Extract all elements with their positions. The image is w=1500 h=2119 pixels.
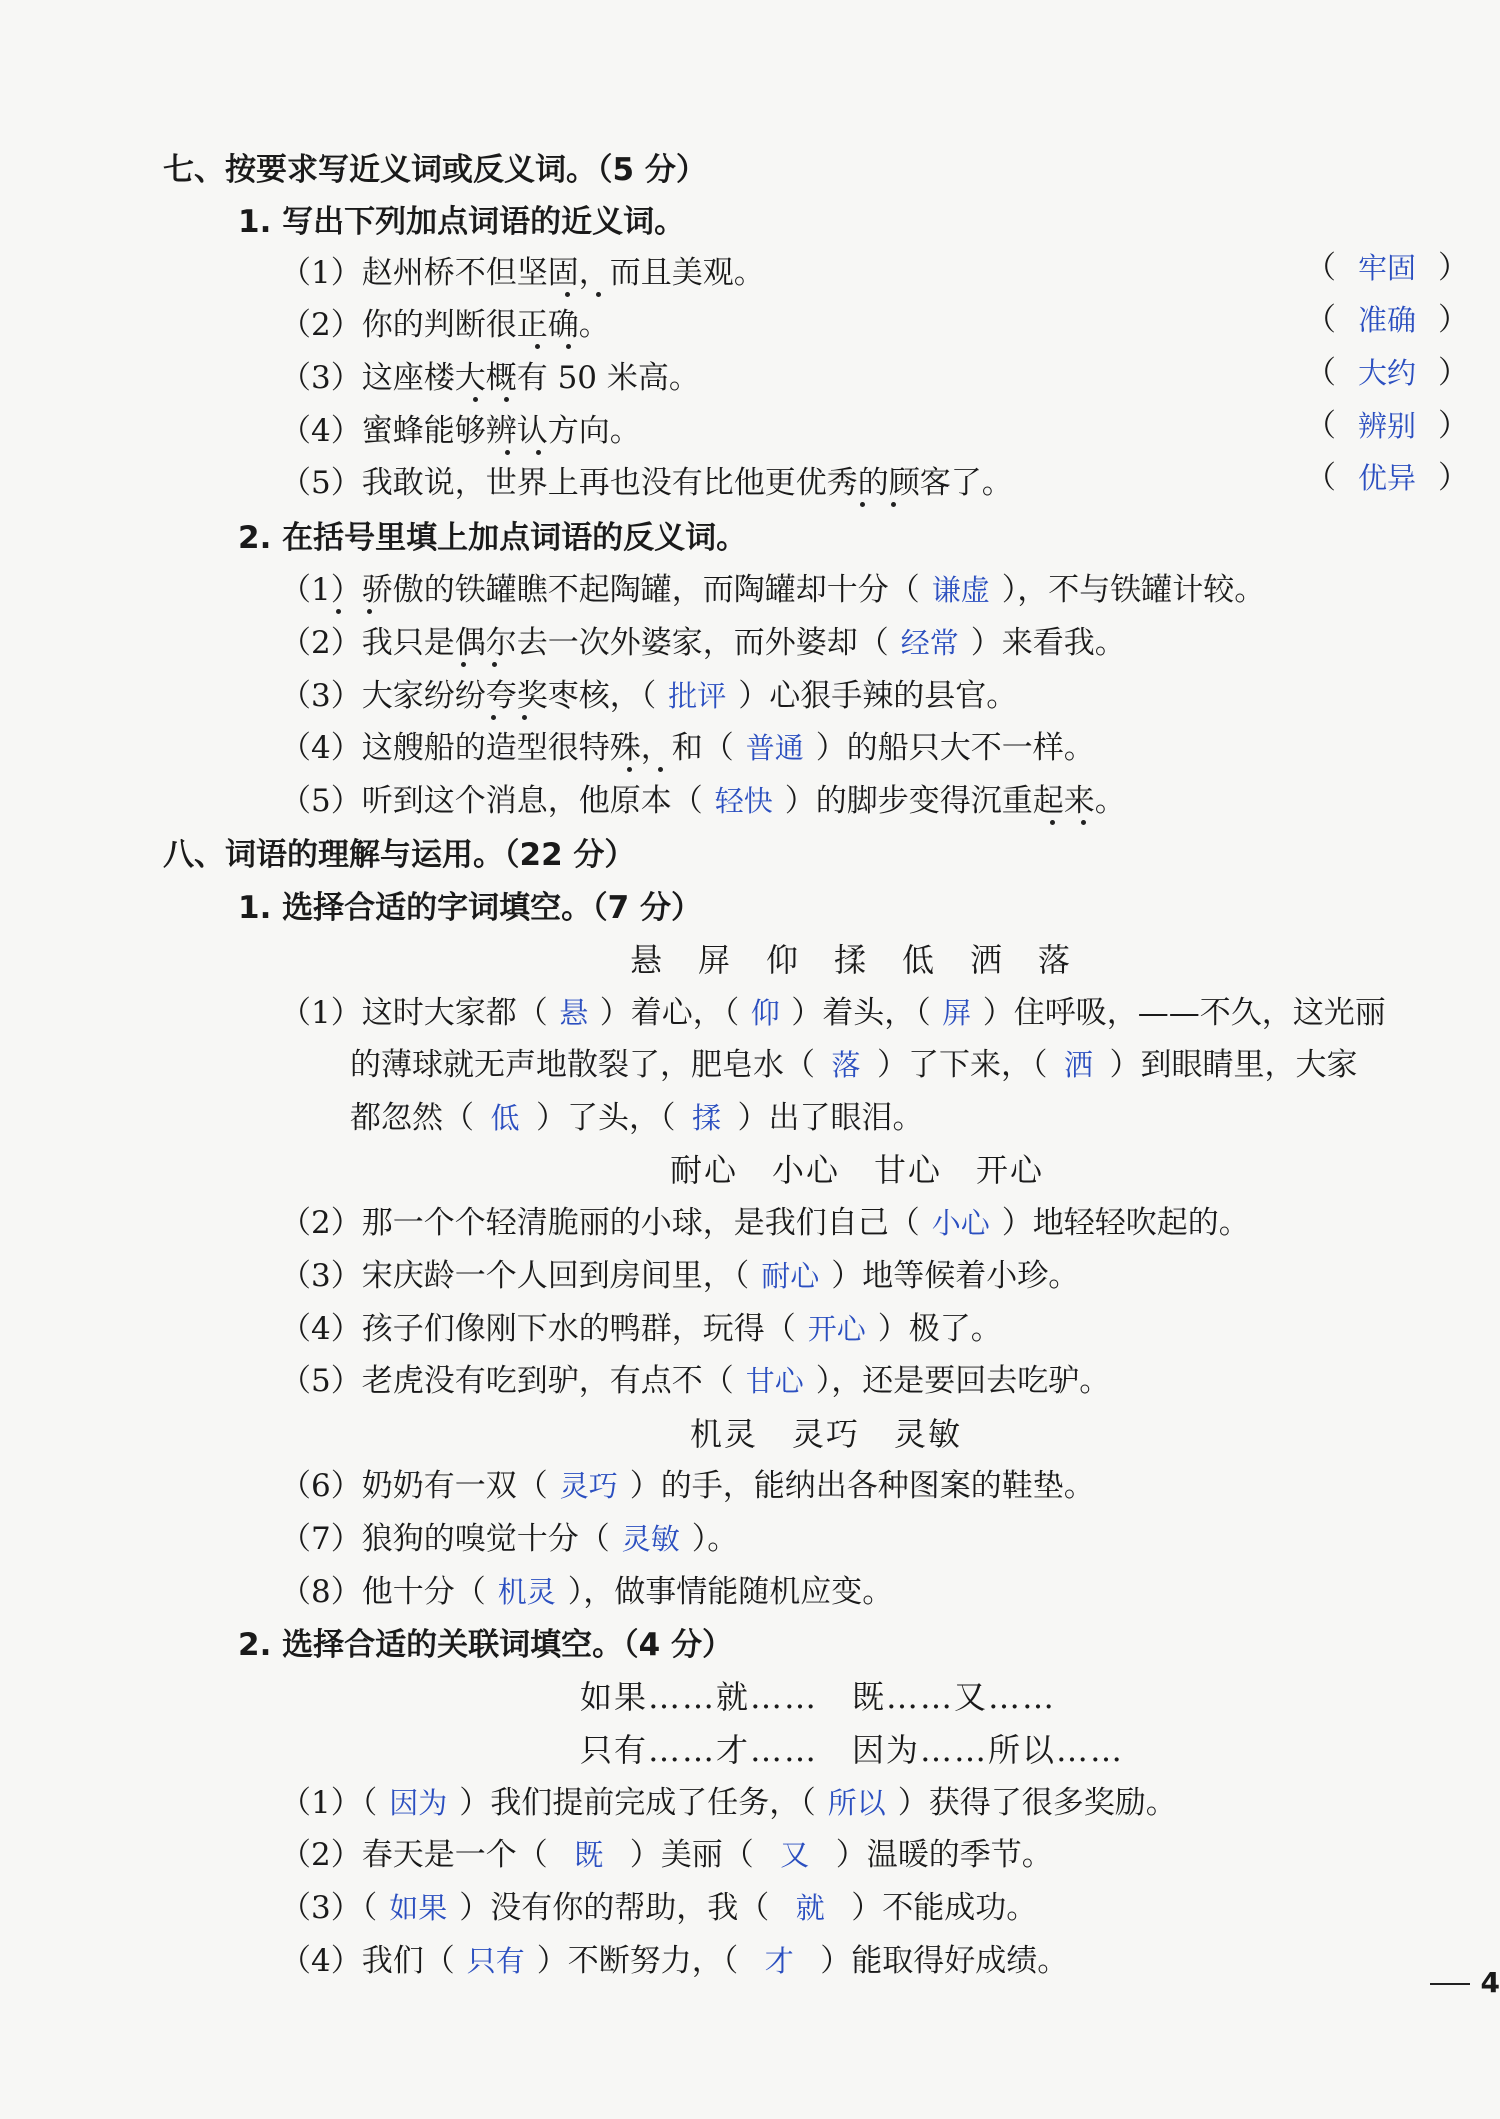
text: ）没有你的帮助，我（ — [459, 1890, 770, 1926]
text: （5）老虎没有吃到驴，有点不（ — [280, 1363, 734, 1399]
emphasis-dot — [1081, 820, 1086, 825]
s8-q2-item-2 — [280, 1835, 1053, 1875]
answer: 灵巧 — [559, 1469, 618, 1503]
emphasis-dot — [473, 397, 478, 402]
answer: 机灵 — [497, 1575, 556, 1609]
s7-q1-title: 1. 写出下列加点词语的近义词。 — [238, 204, 686, 240]
emphasis-dot — [860, 502, 865, 507]
s8-q1-item-3 — [280, 1256, 1079, 1296]
answer: 大约 — [1357, 356, 1416, 390]
text: ）美丽（ — [629, 1837, 754, 1873]
text: （8）他十分（ — [280, 1574, 486, 1610]
s7-q1-item-1: （1）赵州桥不但坚固，而且美观。 — [280, 255, 765, 291]
answer: 所以 — [827, 1786, 886, 1820]
answer: 悬 — [559, 996, 589, 1030]
text: （3）宋庆龄一个人回到房间里，（ — [280, 1258, 750, 1294]
emphasis-dot — [492, 662, 497, 667]
text: ）不能成功。 — [851, 1890, 1038, 1926]
text: ）出了眼泪。 — [737, 1100, 924, 1136]
s7-q1-item-3: （3）这座楼大概有 50 米高。 — [280, 360, 700, 396]
answer: 只有 — [466, 1944, 525, 1978]
text: （7）狼狗的嗅觉十分（ — [280, 1521, 610, 1557]
answer: 轻快 — [714, 784, 773, 818]
emphasis-dot — [336, 609, 341, 614]
answer: 洒 — [1063, 1048, 1093, 1082]
text: ）心狠手辣的县官。 — [738, 678, 1018, 714]
text: ）。 — [691, 1521, 739, 1557]
text: （1）这时大家都（ — [280, 995, 548, 1031]
text: （2）我只是偶尔去一次外婆家，而外婆却（ — [280, 625, 889, 661]
answer: 落 — [831, 1048, 861, 1082]
s7-q2-title: 2. 在括号里填上加点词语的反义词。 — [238, 520, 748, 556]
s7-q2-item-1 — [280, 570, 1265, 610]
answer: 又 — [780, 1838, 810, 1872]
text: ）着头，（ — [791, 995, 931, 1031]
s7-q1-answer-2: （ 准确 ） — [1305, 302, 1469, 338]
word-choices-3: 机灵 灵巧 灵敏 — [690, 1415, 963, 1453]
s7-q1-answer-1: （ 牢固 ） — [1305, 250, 1469, 286]
s8-q2-item-4 — [280, 1941, 1068, 1981]
text: （5）听到这个消息，他原本（ — [280, 783, 703, 819]
emphasis-dot — [891, 502, 896, 507]
s8-q2-item-1 — [280, 1783, 1177, 1823]
text: ）的手，能纳出各种图案的鞋垫。 — [629, 1468, 1095, 1504]
text: ）我们提前完成了任务，（ — [459, 1785, 816, 1821]
text: （3）（ — [280, 1890, 378, 1926]
answer: 就 — [795, 1891, 825, 1925]
section-7-title: 七、按要求写近义词或反义词。（5 分） — [163, 152, 707, 188]
emphasis-dot — [565, 292, 570, 297]
emphasis-dot — [491, 715, 496, 720]
s8-q1-item-1-line-2 — [350, 1045, 1358, 1085]
s7-q1-item-2: （2）你的判断很正确。 — [280, 307, 610, 343]
conjunction-choices-1: 如果……就…… 既……又…… — [580, 1678, 1057, 1716]
s8-q2-title: 2. 选择合适的关联词填空。（4 分） — [238, 1627, 733, 1663]
text: ）住呼吸，——不久，这光丽 — [982, 995, 1386, 1031]
text: ），还是要回去吃驴。 — [815, 1363, 1111, 1399]
emphasis-dot — [566, 344, 571, 349]
s8-q1-item-2 — [280, 1203, 1250, 1243]
emphasis-dot — [504, 397, 509, 402]
s8-q1-item-1-line-3 — [350, 1098, 924, 1138]
answer: 牢固 — [1357, 251, 1416, 285]
text: ）不断努力，（ — [536, 1943, 739, 1979]
emphasis-dot — [1050, 820, 1055, 825]
answer: 低 — [490, 1101, 520, 1135]
s7-q1-answer-5: （ 优异 ） — [1305, 460, 1469, 496]
word-choices-1: 悬 屏 仰 揉 低 洒 落 — [630, 941, 1073, 979]
text: ）到眼睛里，大家 — [1109, 1047, 1358, 1083]
answer: 普通 — [745, 731, 804, 765]
emphasis-dot — [522, 715, 527, 720]
answer: 谦虚 — [931, 573, 990, 607]
s8-q1-item-7 — [280, 1519, 738, 1559]
page-number-dash — [1430, 1983, 1470, 1985]
section-8-title: 八、词语的理解与运用。（22 分） — [163, 837, 636, 873]
s7-q1-answer-4: （ 辨别 ） — [1305, 408, 1469, 444]
answer: 准确 — [1357, 303, 1416, 337]
answer: 因为 — [389, 1786, 448, 1820]
answer: 屏 — [942, 996, 972, 1030]
text: ）着心，（ — [599, 995, 740, 1031]
text: ）地等候着小珍。 — [831, 1258, 1080, 1294]
emphasis-dot — [627, 767, 632, 772]
emphasis-dot — [658, 767, 663, 772]
text: ）极了。 — [877, 1311, 1002, 1347]
emphasis-dot — [461, 662, 466, 667]
s7-q2-item-3 — [280, 676, 1017, 716]
emphasis-dot — [596, 292, 601, 297]
answer: 如果 — [389, 1891, 448, 1925]
s7-q1-answer-3: （ 大约 ） — [1305, 355, 1469, 391]
text: ）的脚步变得沉重起来。 — [784, 783, 1126, 819]
word-choices-2: 耐心 小心 甘心 开心 — [670, 1151, 1045, 1189]
answer: 耐心 — [761, 1259, 820, 1293]
answer: 揉 — [691, 1101, 721, 1135]
s7-q2-item-4 — [280, 728, 1095, 768]
text: ），做事情能随机应变。 — [567, 1574, 894, 1610]
text: （4）孩子们像刚下水的鸭群，玩得（ — [280, 1311, 796, 1347]
text: ）能取得好成绩。 — [820, 1943, 1069, 1979]
emphasis-dot — [535, 344, 540, 349]
s8-q1-item-8 — [280, 1572, 893, 1612]
answer: 开心 — [807, 1312, 866, 1346]
s8-q1-item-6 — [280, 1466, 1095, 1506]
answer: 辨别 — [1357, 409, 1416, 443]
text: ）了下来，（ — [877, 1047, 1048, 1083]
answer: 小心 — [931, 1206, 990, 1240]
answer: 经常 — [900, 626, 959, 660]
conjunction-choices-2: 只有……才…… 因为……所以…… — [580, 1731, 1125, 1769]
text: （4）这艘船的造型很特殊，和（ — [280, 730, 734, 766]
text: （4）我们（ — [280, 1943, 455, 1979]
text: ）了头，（ — [536, 1100, 676, 1136]
s7-q1-item-4: （4）蜜蜂能够辨认方向。 — [280, 413, 641, 449]
text: （3）大家纷纷夸奖枣核，（ — [280, 678, 657, 714]
s7-q1-item-5: （5）我敢说，世界上再也没有比他更优秀的顾客了。 — [280, 465, 1013, 501]
s8-q1-item-5 — [280, 1361, 1110, 1401]
answer: 才 — [764, 1944, 794, 1978]
s7-q2-item-2 — [280, 623, 1126, 663]
s7-q2-item-5 — [280, 781, 1126, 821]
answer: 优异 — [1357, 461, 1416, 495]
text: 的薄球就无声地散裂了，肥皂水（ — [350, 1047, 815, 1083]
text: ）来看我。 — [970, 625, 1126, 661]
answer: 灵敏 — [621, 1522, 680, 1556]
answer: 仰 — [750, 996, 780, 1030]
emphasis-dot — [536, 450, 541, 455]
s8-q2-item-3 — [280, 1888, 1037, 1928]
text: （2）那一个个轻清脆丽的小球，是我们自己（ — [280, 1205, 920, 1241]
text: ）获得了很多奖励。 — [897, 1785, 1177, 1821]
text: （1）（ — [280, 1785, 378, 1821]
text: （6）奶奶有一双（ — [280, 1468, 548, 1504]
text: 都忽然（ — [350, 1100, 474, 1136]
text: （1）骄傲的铁罐瞧不起陶罐，而陶罐却十分（ — [280, 572, 920, 608]
s8-q1-item-4 — [280, 1309, 1002, 1349]
text: ），不与铁罐计较。 — [1001, 572, 1266, 608]
page-number: 4 — [1480, 1966, 1500, 1999]
text: ）的船只大不一样。 — [815, 730, 1095, 766]
answer: 甘心 — [745, 1364, 804, 1398]
text: （2）春天是一个（ — [280, 1837, 548, 1873]
answer: 既 — [574, 1838, 604, 1872]
emphasis-dot — [367, 609, 372, 614]
answer: 批评 — [668, 679, 727, 713]
text: ）地轻轻吹起的。 — [1001, 1205, 1250, 1241]
emphasis-dot — [505, 450, 510, 455]
s8-q1-title: 1. 选择合适的字词填空。（7 分） — [238, 890, 702, 926]
text: ）温暖的季节。 — [835, 1837, 1053, 1873]
s8-q1-item-1-line-1 — [280, 993, 1386, 1033]
